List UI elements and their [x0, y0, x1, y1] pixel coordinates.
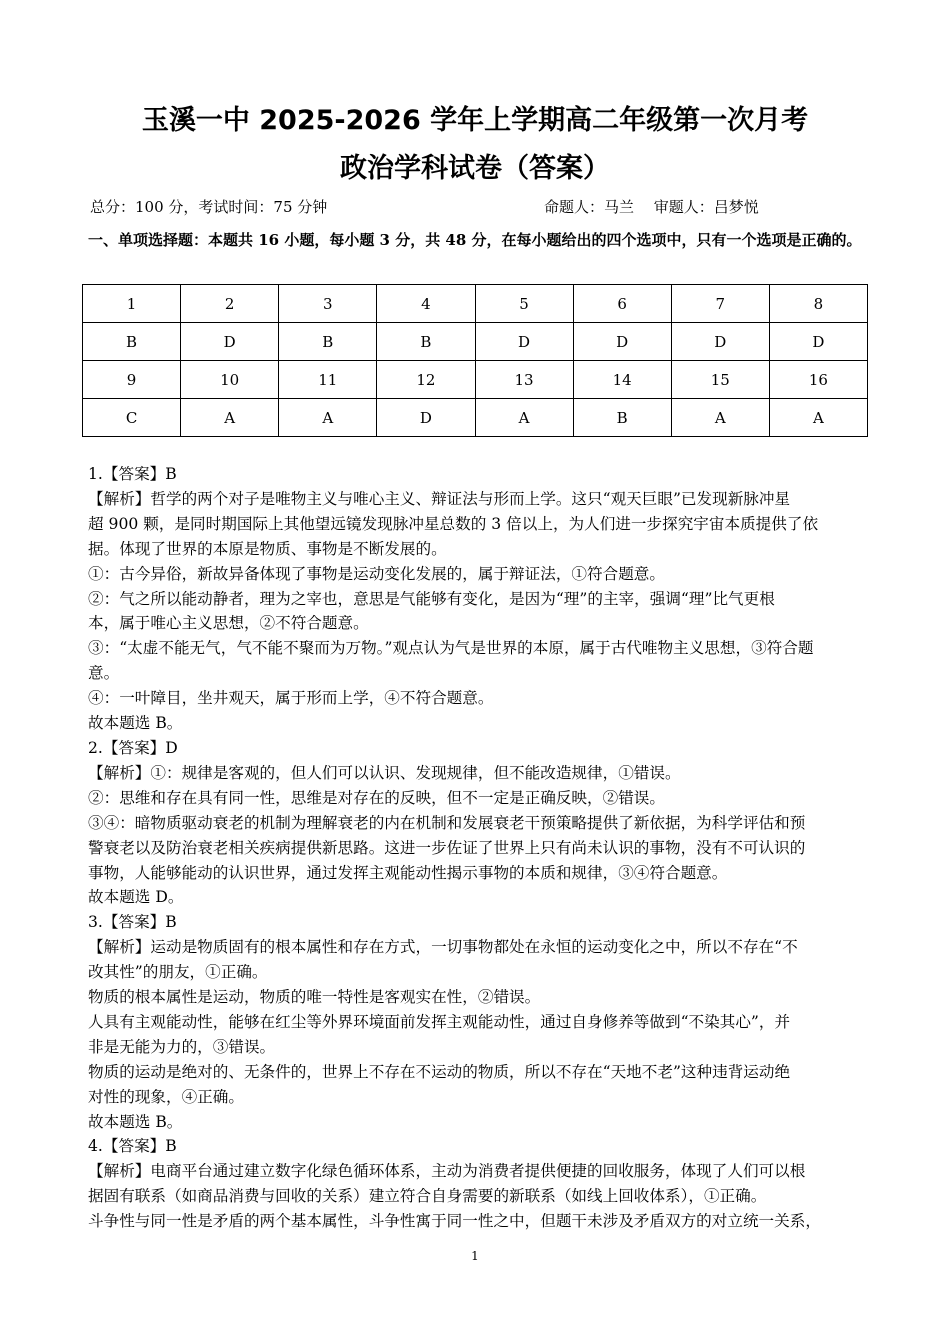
text-line: 【解析】电商平台通过建立数字化绿色循环体系，主动为消费者提供便捷的回收服务，体现了人们可以根	[88, 1162, 806, 1181]
text-line: 警衰老以及防治衰老相关疾病提供新思路。这进一步佐证了世界上只有尚未认识的事物，没有不可认识的	[88, 838, 806, 857]
table-cell: 3	[279, 285, 377, 323]
table-cell: 16	[769, 361, 867, 399]
table-cell: 2	[181, 285, 279, 323]
page-subtitle: 政治学科试卷（答案）	[340, 153, 610, 184]
text-line: 非是无能为力的，③错误。	[88, 1037, 276, 1056]
table-cell: A	[475, 399, 573, 437]
author-info: 命题人：马兰 审题人：吕梦悦	[544, 198, 759, 216]
text-line: 改其性”的朋友，①正确。	[88, 963, 268, 982]
table-cell: D	[377, 399, 475, 437]
page-title: 玉溪一中 2025-2026 学年上学期高二年级第一次月考	[141, 105, 809, 136]
text-line: 物质的根本属性是运动，物质的唯一特性是客观实在性，②错误。	[88, 988, 541, 1007]
text-line: 事物，人能够能动的认识世界，通过发挥主观能动性揭示事物的本质和规律，③④符合题意。	[88, 863, 728, 882]
table-cell: 11	[279, 361, 377, 399]
text-line: ②：思维和存在具有同一性，思维是对存在的反映，但不一定是正确反映，②错误。	[88, 788, 665, 807]
table-cell: D	[181, 323, 279, 361]
table-cell: 15	[671, 361, 769, 399]
table-cell: D	[769, 323, 867, 361]
table-cell: A	[279, 399, 377, 437]
table-cell: B	[279, 323, 377, 361]
table-cell: D	[573, 323, 671, 361]
table-cell: 14	[573, 361, 671, 399]
section-heading: 一、单项选择题：本题共 16 小题，每小题 3 分，共 48 分，在每小题给出的四个选项中，只有一个选项是正确的。	[88, 231, 862, 249]
table-cell: 10	[181, 361, 279, 399]
table-cell: 9	[83, 361, 181, 399]
text-line: 对性的现象，④正确。	[88, 1087, 244, 1106]
text-line: ②：气之所以能动静者，理为之宰也，意思是气能够有变化，是因为“理”的主宰，强调“理”比气更根	[88, 589, 775, 608]
text-line: 据。体现了世界的本原是物质、事物是不断发展的。	[88, 539, 447, 558]
text-line: 人具有主观能动性，能够在红尘等外界环境面前发挥主观能动性，通过自身修养等做到“不染其心”，并	[88, 1012, 791, 1031]
text-line: ①：古今异俗，新故异备体现了事物是运动变化发展的，属于辩证法，①符合题意。	[88, 564, 665, 583]
text-line: 故本题选 D。	[88, 888, 184, 907]
table-cell: B	[83, 323, 181, 361]
text-line: ③④：暗物质驱动衰老的机制为理解衰老的内在机制和发展衰老干预策略提供了新依据，为科学评估和预	[88, 813, 806, 832]
table-cell: B	[573, 399, 671, 437]
text-line: 故本题选 B。	[88, 1112, 183, 1131]
table-cell: 7	[671, 285, 769, 323]
table-cell: 13	[475, 361, 573, 399]
text-line: 3.【答案】B	[88, 913, 177, 932]
table-cell: A	[181, 399, 279, 437]
table-cell: 5	[475, 285, 573, 323]
text-line: 意。	[88, 664, 120, 683]
text-line: 1.【答案】B	[88, 465, 177, 483]
table-cell: D	[671, 323, 769, 361]
text-line: 据固有联系（如商品消费与回收的关系）建立符合自身需要的新联系（如线上回收体系），①正确。	[88, 1187, 767, 1206]
text-line: 故本题选 B。	[88, 714, 183, 733]
table-cell: A	[671, 399, 769, 437]
text-line: 【解析】①：规律是客观的，但人们可以认识、发现规律，但不能改造规律，①错误。	[88, 763, 681, 782]
text-line: 4.【答案】B	[88, 1137, 177, 1156]
text-line: 【解析】运动是物质固有的根本属性和存在方式，一切事物都处在永恒的运动变化之中，所以不存在“不	[88, 938, 798, 957]
text-line: 【解析】哲学的两个对子是唯物主义与唯心主义、辩证法与形而上学。这只“观天巨眼”已发现新脉冲星	[88, 489, 791, 508]
text-line: 物质的运动是绝对的、无条件的，世界上不存在不运动的物质，所以不存在“天地不老”这种违背运动绝	[88, 1062, 791, 1081]
exam-info: 总分：100 分，考试时间：75 分钟	[90, 198, 328, 216]
answer-explanations	[88, 462, 878, 1234]
table-cell: 12	[377, 361, 475, 399]
table-cell: 4	[377, 285, 475, 323]
table-cell: 8	[769, 285, 867, 323]
table-cell: B	[377, 323, 475, 361]
text-line: ④：一叶障目，坐井观天，属于形而上学，④不符合题意。	[88, 689, 494, 708]
text-line: 超 900 颗，是同时期国际上其他望远镜发现脉冲星总数的 3 倍以上，为人们进一步探究宇宙本质提供了依	[88, 514, 819, 533]
table-cell: 1	[83, 285, 181, 323]
answer-table	[82, 284, 868, 437]
text-line: ③：“太虚不能无气，气不能不聚而为万物。”观点认为气是世界的本原，属于古代唯物主义思想，③符合题	[88, 639, 814, 658]
text-line: 斗争性与同一性是矛盾的两个基本属性，斗争性寓于同一性之中，但题干未涉及矛盾双方的对立统一关系，	[88, 1212, 821, 1231]
page-number: 1	[471, 1249, 479, 1263]
table-row	[83, 285, 868, 323]
table-row	[83, 399, 868, 437]
text-line: 2.【答案】D	[88, 738, 178, 757]
table-row	[83, 361, 868, 399]
text-line: 本，属于唯心主义思想，②不符合题意。	[88, 614, 369, 633]
table-cell: C	[83, 399, 181, 437]
table-cell: 6	[573, 285, 671, 323]
table-cell: A	[769, 399, 867, 437]
table-row	[83, 323, 868, 361]
table-cell: D	[475, 323, 573, 361]
